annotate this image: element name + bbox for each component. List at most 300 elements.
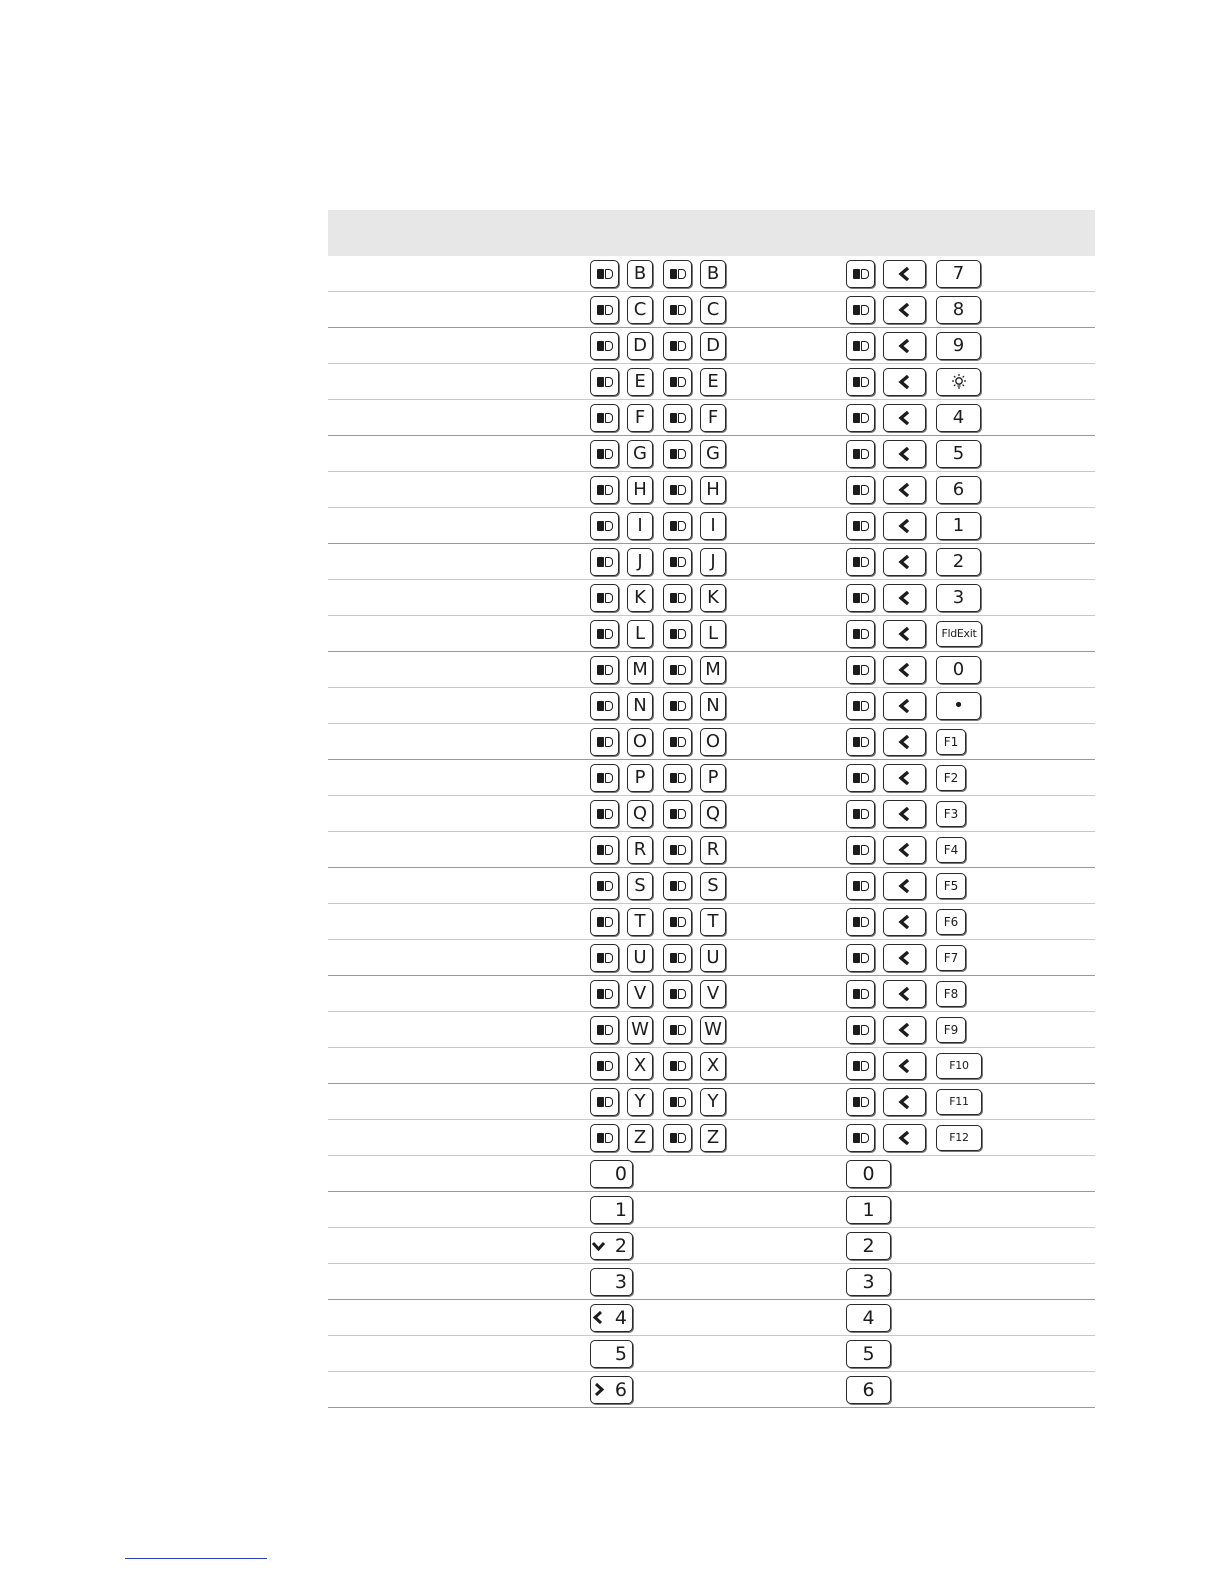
letter-key[interactable]: R (627, 836, 653, 864)
orange-key[interactable] (663, 404, 692, 432)
letter-key[interactable]: G (627, 440, 653, 468)
letter-key[interactable]: J (627, 548, 653, 576)
target-key[interactable]: F4 (936, 837, 966, 863)
orange-key[interactable] (590, 332, 619, 360)
function-sequence (846, 652, 981, 687)
orange-key[interactable] (663, 764, 692, 792)
function-sequence (846, 868, 966, 903)
orange-modifier-icon (597, 269, 613, 279)
table-row (328, 1120, 1095, 1156)
orange-key[interactable] (663, 440, 692, 468)
blue-left-arrow-icon (897, 914, 913, 930)
letter-key[interactable]: D (700, 332, 726, 360)
table-row (328, 580, 1095, 616)
table-row (328, 940, 1095, 976)
blue-left-arrow-icon (897, 842, 913, 858)
orange-modifier-icon (670, 485, 686, 495)
number-key-cell (590, 1300, 633, 1335)
target-key[interactable]: 4 (846, 1304, 891, 1332)
table-row (328, 724, 1095, 760)
target-key[interactable]: FldExit (936, 621, 982, 647)
letter-key[interactable]: Y (700, 1088, 726, 1116)
orange-key[interactable] (846, 332, 875, 360)
orange-key[interactable] (846, 764, 875, 792)
orange-modifier-icon (597, 449, 613, 459)
orange-modifier-icon (853, 269, 869, 279)
letter-key[interactable]: T (627, 908, 653, 936)
blue-key[interactable] (883, 728, 926, 756)
blue-key[interactable] (883, 512, 926, 540)
letter-key[interactable]: I (700, 512, 726, 540)
letter-key[interactable]: C (700, 296, 726, 324)
orange-modifier-icon (670, 953, 686, 963)
blue-left-arrow-icon (897, 446, 913, 462)
blue-left-arrow-icon (897, 1094, 913, 1110)
orange-key[interactable] (663, 1124, 692, 1152)
blue-key[interactable] (883, 764, 926, 792)
orange-modifier-icon (670, 593, 686, 603)
target-key[interactable]: 2 (936, 548, 981, 576)
number-key[interactable] (590, 1340, 633, 1368)
table-row (328, 1084, 1095, 1120)
orange-modifier-icon (670, 845, 686, 855)
orange-key[interactable] (590, 692, 619, 720)
blue-key[interactable] (883, 872, 926, 900)
orange-key[interactable] (663, 512, 692, 540)
number-key-cell (590, 1264, 633, 1299)
orange-key[interactable] (846, 692, 875, 720)
table-row (328, 868, 1095, 904)
function-sequence (846, 1120, 982, 1155)
target-key[interactable]: F8 (936, 981, 966, 1007)
table-row (328, 400, 1095, 436)
orange-key[interactable] (590, 944, 619, 972)
orange-key[interactable] (590, 836, 619, 864)
number-key[interactable] (590, 1376, 633, 1404)
number-key-label: 3 (614, 1270, 627, 1293)
letter-key[interactable]: L (700, 620, 726, 648)
orange-key[interactable] (846, 908, 875, 936)
letter-key[interactable]: R (700, 836, 726, 864)
blue-left-arrow-icon (897, 482, 913, 498)
orange-modifier-icon (597, 377, 613, 387)
letter-key[interactable]: M (700, 656, 726, 684)
table-row (328, 292, 1095, 328)
blue-key[interactable] (883, 908, 926, 936)
table-row (328, 1300, 1095, 1336)
orange-modifier-icon (853, 773, 869, 783)
orange-modifier-icon (670, 701, 686, 711)
blue-left-arrow-icon (897, 878, 913, 894)
letter-key[interactable]: W (627, 1016, 653, 1044)
letter-key[interactable]: Z (700, 1124, 726, 1152)
blue-left-arrow-icon (897, 374, 913, 390)
table-body (328, 256, 1095, 1408)
number-key[interactable] (590, 1160, 633, 1188)
blue-key[interactable] (883, 476, 926, 504)
letter-key[interactable]: Q (627, 800, 653, 828)
orange-modifier-icon (597, 1061, 613, 1071)
letter-key[interactable]: B (700, 260, 726, 288)
letter-sequence (590, 436, 736, 471)
blue-left-arrow-icon (897, 806, 913, 822)
target-key[interactable]: 6 (846, 1376, 891, 1404)
letter-sequence (590, 616, 736, 651)
orange-key[interactable] (663, 476, 692, 504)
orange-modifier-icon (597, 917, 613, 927)
orange-key[interactable] (590, 800, 619, 828)
function-sequence (846, 688, 981, 723)
blue-left-arrow-icon (897, 734, 913, 750)
target-key[interactable]: F11 (936, 1089, 982, 1115)
table-row (328, 760, 1095, 796)
orange-key[interactable] (846, 548, 875, 576)
orange-key[interactable] (846, 800, 875, 828)
orange-key[interactable] (663, 908, 692, 936)
orange-key[interactable] (590, 620, 619, 648)
letter-key[interactable]: F (627, 404, 653, 432)
table-row (328, 544, 1095, 580)
function-sequence (846, 1048, 982, 1083)
letter-key[interactable]: G (700, 440, 726, 468)
letter-sequence (590, 328, 736, 363)
orange-key[interactable] (846, 584, 875, 612)
blue-key[interactable] (883, 980, 926, 1008)
target-key[interactable]: 8 (936, 296, 981, 324)
blue-key[interactable] (883, 368, 926, 396)
letter-sequence (590, 1012, 736, 1047)
orange-key[interactable] (590, 764, 619, 792)
letter-key[interactable]: V (627, 980, 653, 1008)
orange-key[interactable] (846, 440, 875, 468)
table-row (328, 1048, 1095, 1084)
target-key[interactable]: 2 (846, 1232, 891, 1260)
orange-key[interactable] (590, 260, 619, 288)
orange-key[interactable] (846, 1088, 875, 1116)
orange-key[interactable] (846, 728, 875, 756)
orange-key[interactable] (590, 584, 619, 612)
letter-key[interactable]: V (700, 980, 726, 1008)
orange-key[interactable] (663, 800, 692, 828)
blue-left-arrow-icon (897, 770, 913, 786)
table-row (328, 1228, 1095, 1264)
orange-key[interactable] (590, 728, 619, 756)
orange-key[interactable] (846, 980, 875, 1008)
blue-key[interactable] (883, 944, 926, 972)
orange-modifier-icon (597, 953, 613, 963)
table-row (328, 364, 1095, 400)
blue-key[interactable] (883, 1124, 926, 1152)
target-key[interactable]: 1 (846, 1196, 891, 1224)
orange-modifier-icon (597, 809, 613, 819)
function-sequence (846, 832, 966, 867)
target-key[interactable]: F10 (936, 1053, 982, 1079)
target-key[interactable]: F9 (936, 1017, 966, 1043)
orange-key[interactable] (590, 980, 619, 1008)
letter-sequence (590, 364, 736, 399)
orange-modifier-icon (853, 557, 869, 567)
orange-modifier-icon (670, 1133, 686, 1143)
table-row (328, 976, 1095, 1012)
orange-modifier-icon (597, 305, 613, 315)
footer-divider (125, 1558, 267, 1559)
function-sequence (846, 1084, 982, 1119)
orange-modifier-icon (670, 917, 686, 927)
backlight-key[interactable] (936, 368, 981, 396)
orange-key[interactable] (590, 476, 619, 504)
letter-sequence (590, 472, 736, 507)
blue-key[interactable] (883, 332, 926, 360)
orange-modifier-icon (853, 953, 869, 963)
blue-key[interactable] (883, 620, 926, 648)
target-key[interactable]: F3 (936, 801, 966, 827)
orange-modifier-icon (597, 665, 613, 675)
blue-key[interactable] (883, 404, 926, 432)
letter-key[interactable]: P (700, 764, 726, 792)
letter-key[interactable]: Z (627, 1124, 653, 1152)
orange-key[interactable] (846, 368, 875, 396)
blue-key[interactable] (883, 656, 926, 684)
orange-modifier-icon (670, 1061, 686, 1071)
orange-key[interactable] (590, 404, 619, 432)
function-sequence (846, 724, 966, 759)
target-key[interactable]: 3 (846, 1268, 891, 1296)
orange-key[interactable] (590, 1016, 619, 1044)
target-key[interactable]: 9 (936, 332, 981, 360)
blue-left-arrow-icon (897, 698, 913, 714)
orange-key[interactable] (663, 620, 692, 648)
target-key[interactable]: 6 (936, 476, 981, 504)
backlight-icon (950, 373, 968, 391)
orange-key[interactable] (663, 980, 692, 1008)
target-key[interactable]: 7 (936, 260, 981, 288)
number-target-cell (846, 1264, 891, 1299)
letter-key[interactable]: X (627, 1052, 653, 1080)
orange-key[interactable] (846, 836, 875, 864)
blue-key[interactable] (883, 296, 926, 324)
orange-key[interactable] (846, 476, 875, 504)
number-key-label: 4 (614, 1306, 627, 1329)
letter-key[interactable]: M (627, 656, 653, 684)
letter-key[interactable]: H (627, 476, 653, 504)
letter-key[interactable]: U (700, 944, 726, 972)
number-key-label: 6 (614, 1378, 627, 1401)
target-key[interactable]: F12 (936, 1125, 982, 1151)
blue-key[interactable] (883, 584, 926, 612)
orange-modifier-icon (853, 305, 869, 315)
letter-key[interactable]: T (700, 908, 726, 936)
blue-key[interactable] (883, 440, 926, 468)
orange-key[interactable] (663, 260, 692, 288)
orange-key[interactable] (663, 836, 692, 864)
letter-key[interactable]: S (700, 872, 726, 900)
orange-key[interactable] (846, 1124, 875, 1152)
orange-key[interactable] (590, 1124, 619, 1152)
orange-key[interactable] (663, 728, 692, 756)
letter-key[interactable]: U (627, 944, 653, 972)
function-sequence (846, 292, 981, 327)
blue-left-arrow-icon (897, 590, 913, 606)
blue-left-arrow-icon (897, 662, 913, 678)
letter-key[interactable]: L (627, 620, 653, 648)
table-row (328, 1336, 1095, 1372)
orange-modifier-icon (597, 1097, 613, 1107)
blue-key[interactable] (883, 260, 926, 288)
number-key[interactable] (590, 1304, 633, 1332)
target-key[interactable]: 1 (936, 512, 981, 540)
orange-modifier-icon (597, 1133, 613, 1143)
letter-key[interactable]: N (627, 692, 653, 720)
letter-key[interactable]: S (627, 872, 653, 900)
orange-key[interactable] (590, 296, 619, 324)
left-arrow (591, 1311, 605, 1324)
orange-key[interactable] (590, 368, 619, 396)
function-sequence (846, 256, 981, 291)
target-key[interactable]: F1 (936, 729, 966, 755)
orange-key[interactable] (846, 404, 875, 432)
orange-key[interactable] (846, 944, 875, 972)
letter-key[interactable]: X (700, 1052, 726, 1080)
orange-key[interactable] (663, 872, 692, 900)
letter-sequence (590, 832, 736, 867)
orange-key[interactable] (590, 1088, 619, 1116)
target-key[interactable]: F5 (936, 873, 966, 899)
orange-modifier-icon (597, 773, 613, 783)
letter-key[interactable]: Q (700, 800, 726, 828)
function-sequence (846, 1012, 966, 1047)
number-key[interactable] (590, 1196, 633, 1224)
letter-key[interactable]: C (627, 296, 653, 324)
blue-key[interactable] (883, 1016, 926, 1044)
orange-key[interactable] (663, 944, 692, 972)
letter-key[interactable]: E (700, 368, 726, 396)
orange-key[interactable] (663, 656, 692, 684)
blue-left-arrow-icon (897, 266, 913, 282)
orange-key[interactable] (846, 620, 875, 648)
target-key[interactable]: 4 (936, 404, 981, 432)
table-row (328, 328, 1095, 364)
letter-key[interactable]: W (700, 1016, 726, 1044)
orange-key[interactable] (663, 368, 692, 396)
letter-key[interactable]: F (700, 404, 726, 432)
orange-modifier-icon (853, 341, 869, 351)
letter-key[interactable]: I (627, 512, 653, 540)
table-row (328, 1012, 1095, 1048)
letter-sequence (590, 940, 736, 975)
orange-modifier-icon (670, 377, 686, 387)
orange-modifier-icon (853, 521, 869, 531)
orange-key[interactable] (846, 1052, 875, 1080)
orange-key[interactable] (663, 584, 692, 612)
orange-modifier-icon (670, 1097, 686, 1107)
orange-key[interactable] (663, 332, 692, 360)
target-key[interactable]: F6 (936, 909, 966, 935)
number-key-cell (590, 1336, 633, 1371)
number-target-cell (846, 1336, 891, 1371)
table-row (328, 796, 1095, 832)
orange-modifier-icon (853, 485, 869, 495)
orange-key[interactable] (846, 296, 875, 324)
target-key[interactable]: 5 (936, 440, 981, 468)
letter-key[interactable]: O (627, 728, 653, 756)
function-sequence (846, 544, 981, 579)
letter-key[interactable]: H (700, 476, 726, 504)
number-key-label: 0 (614, 1162, 627, 1185)
letter-key[interactable]: N (700, 692, 726, 720)
orange-key[interactable] (590, 1052, 619, 1080)
letter-key[interactable]: K (700, 584, 726, 612)
blue-key[interactable] (883, 1052, 926, 1080)
blue-key[interactable] (883, 548, 926, 576)
target-key[interactable]: 0 (936, 656, 981, 684)
number-key[interactable] (590, 1268, 633, 1296)
key-mapping-table (328, 210, 1095, 1408)
letter-sequence (590, 976, 736, 1011)
orange-key[interactable] (590, 656, 619, 684)
down-arrow (591, 1239, 605, 1252)
letter-key[interactable]: P (627, 764, 653, 792)
target-key[interactable]: 5 (846, 1340, 891, 1368)
orange-key[interactable] (846, 656, 875, 684)
number-target-cell (846, 1192, 891, 1227)
target-key[interactable]: F2 (936, 765, 966, 791)
orange-modifier-icon (670, 989, 686, 999)
number-key-label: 2 (614, 1234, 627, 1257)
orange-key[interactable] (590, 440, 619, 468)
orange-key[interactable] (590, 872, 619, 900)
orange-modifier-icon (597, 737, 613, 747)
function-sequence (846, 472, 981, 507)
orange-key[interactable] (663, 548, 692, 576)
target-key[interactable]: 3 (936, 584, 981, 612)
orange-key[interactable] (663, 1052, 692, 1080)
blue-key[interactable] (883, 1088, 926, 1116)
orange-modifier-icon (670, 557, 686, 567)
target-key[interactable]: F7 (936, 945, 966, 971)
blue-key[interactable] (883, 692, 926, 720)
orange-key[interactable] (846, 512, 875, 540)
orange-modifier-icon (670, 1025, 686, 1035)
orange-key[interactable] (663, 1088, 692, 1116)
orange-modifier-icon (853, 377, 869, 387)
orange-key[interactable] (590, 548, 619, 576)
number-key[interactable] (590, 1232, 633, 1260)
orange-key[interactable] (846, 1016, 875, 1044)
letter-key[interactable]: K (627, 584, 653, 612)
target-key[interactable]: • (936, 692, 981, 720)
letter-key[interactable]: E (627, 368, 653, 396)
orange-key[interactable] (590, 908, 619, 936)
target-key[interactable]: 0 (846, 1160, 891, 1188)
blue-key[interactable] (883, 800, 926, 828)
letter-key[interactable]: B (627, 260, 653, 288)
function-sequence (846, 328, 981, 363)
orange-key[interactable] (663, 296, 692, 324)
function-sequence (846, 508, 981, 543)
letter-key[interactable]: O (700, 728, 726, 756)
orange-key[interactable] (846, 260, 875, 288)
orange-key[interactable] (663, 692, 692, 720)
table-row (328, 508, 1095, 544)
orange-key[interactable] (663, 1016, 692, 1044)
letter-key[interactable]: J (700, 548, 726, 576)
orange-key[interactable] (590, 512, 619, 540)
blue-key[interactable] (883, 836, 926, 864)
letter-key[interactable]: Y (627, 1088, 653, 1116)
letter-sequence (590, 400, 736, 435)
orange-key[interactable] (846, 872, 875, 900)
letter-key[interactable]: D (627, 332, 653, 360)
